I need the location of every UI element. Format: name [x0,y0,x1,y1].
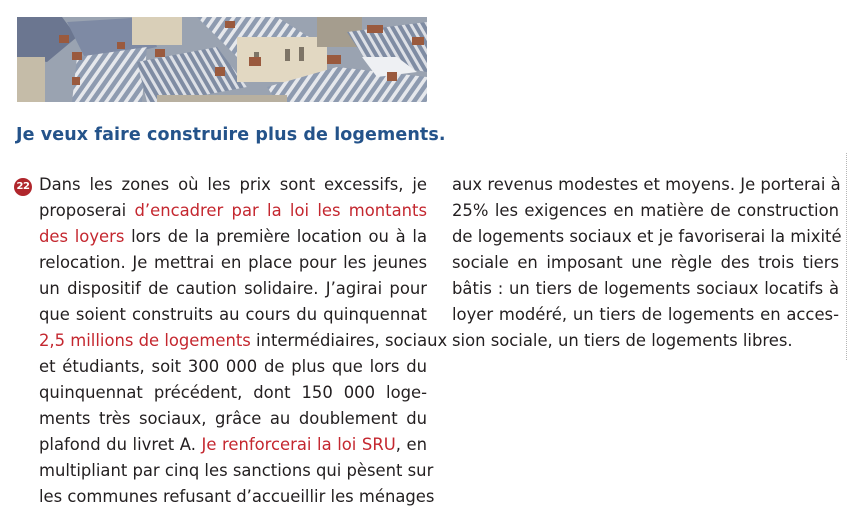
text-line [452,172,839,198]
highlighted-text: des loyers [39,227,125,246]
text-line [39,172,427,198]
column-divider [846,153,847,360]
body-text: bâtis : un tiers de logements sociaux locatifs à [452,279,839,298]
text-line [452,302,839,328]
body-text: sion sociale, un tiers de logements libres. [452,331,793,350]
text-line [39,224,427,250]
highlighted-text: Je renforcerai la loi SRU [201,435,396,454]
body-text: sociale en imposant une règle des trois tiers [452,253,839,272]
text-line [452,328,839,354]
item-number-badge: 22 [14,178,32,196]
right-text-column [452,172,842,354]
body-text: intermédiaires, sociaux [250,331,448,350]
text-line [39,354,427,380]
body-text: ments très sociaux, grâce au doublement du [39,409,427,428]
text-line [39,250,427,276]
text-line [39,432,427,458]
body-text: plafond du livret A. [39,435,202,454]
text-line [452,276,839,302]
section-heading: Je veux faire construire plus de logements. [16,125,446,145]
body-text: les communes refusant d’accueillir les ménages [39,487,435,506]
text-line [39,458,434,484]
body-text: aux revenus modestes et moyens. Je porterai à [452,175,841,194]
highlighted-text: d’encadrer par la loi les montants [134,201,427,220]
body-text: et étudiants, soit 300 000 de plus que lors du [39,357,427,376]
text-line [452,224,842,250]
text-line [39,198,427,224]
body-text: proposerai [39,201,135,220]
body-text: loyer modéré, un tiers de logements en acces- [452,305,839,324]
body-text: 25% les exigences en matière de construction [452,201,839,220]
body-text: multipliant par cinq les sanctions qui pèsent sur [39,461,434,480]
text-line [39,484,435,510]
text-line [39,328,448,354]
text-line [452,198,839,224]
body-text: , en [395,435,427,454]
body-text: quinquennat précédent, dont 150 000 loge- [39,383,427,402]
rooftops-illustration-icon [17,17,427,102]
body-text: Dans les zones où les prix sont excessifs, je [39,175,427,194]
highlighted-text: 2,5 millions de logements [39,331,251,350]
text-line [39,380,427,406]
text-line [39,406,427,432]
body-text: que soient construits au cours du quinquennat [39,305,427,324]
text-line [452,250,839,276]
body-text: de logements sociaux et je favoriserai la mixité [452,227,842,246]
text-line [39,276,427,302]
rooftops-photo [17,17,427,102]
left-text-column [39,172,448,510]
body-text: lors de la première location ou à la [124,227,428,246]
text-line [39,302,427,328]
body-text: un dispositif de caution solidaire. J’agirai pour [39,279,427,298]
body-text: relocation. Je mettrai en place pour les jeunes [39,253,427,272]
